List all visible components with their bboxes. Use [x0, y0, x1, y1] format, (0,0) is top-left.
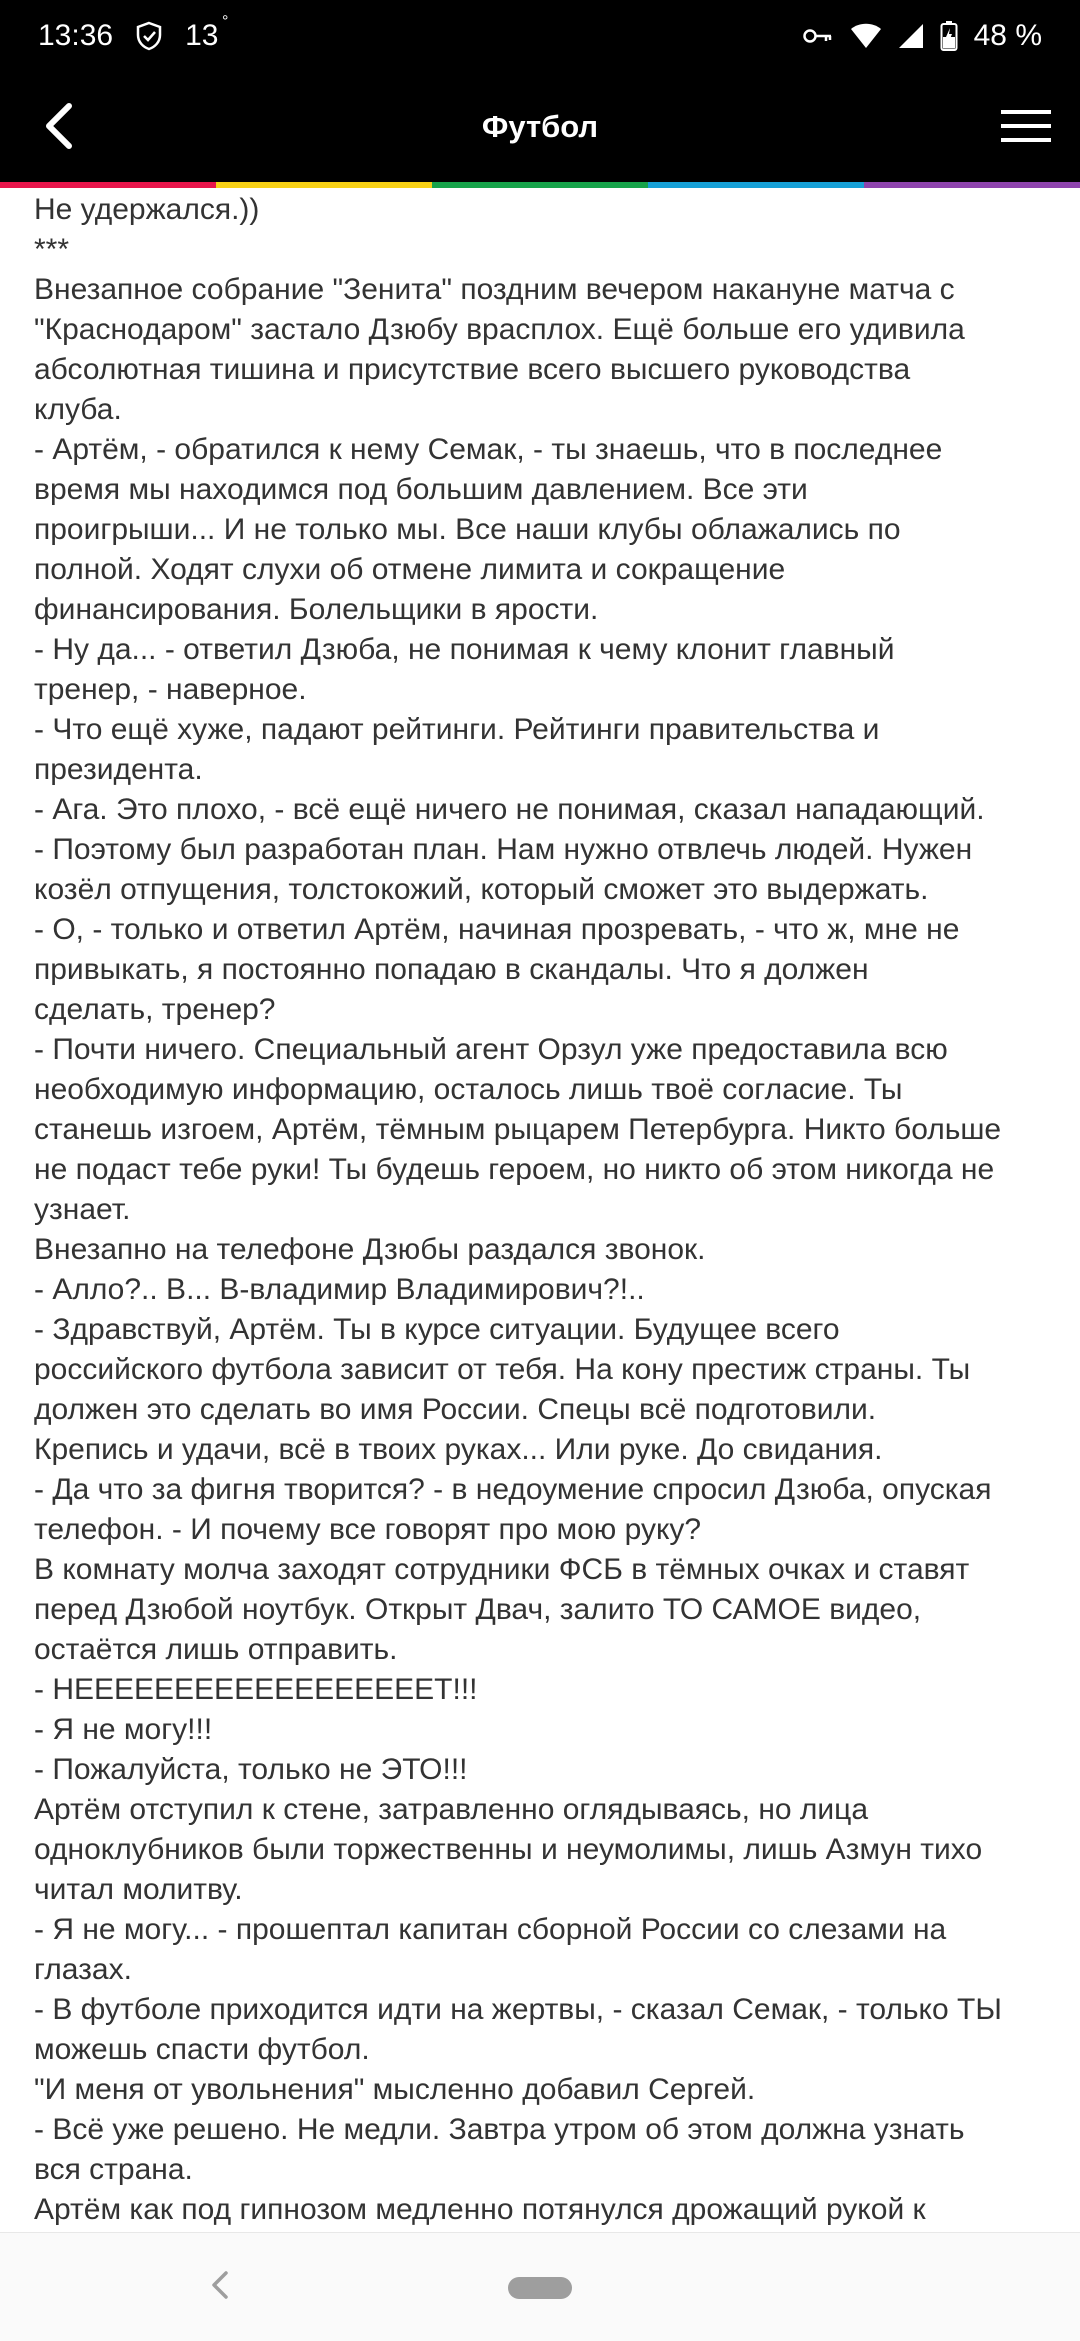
system-nav-bar [0, 2232, 1080, 2341]
article-line: - В футболе приходится идти на жертвы, - сказал Семак, - только ТЫ [34, 1993, 1002, 2026]
article-body [34, 190, 1054, 2230]
article-line: - О, - только и ответил Артём, начиная прозревать, - что ж, мне не [34, 913, 960, 946]
status-left [38, 0, 228, 72]
article-line: не подаст тебе руки! Ты будешь героем, но никто об этом никогда не [34, 1153, 995, 1186]
article-line: "И меня от увольнения" мысленно добавил Сергей. [34, 2073, 756, 2106]
article-line: Не удержался.)) [34, 193, 260, 226]
signal-icon [898, 23, 924, 49]
stripe-segment [216, 182, 432, 188]
article-line: - Ага. Это плохо, - всё ещё ничего не понимая, сказал нападающий. [34, 793, 985, 826]
article-line: - Я не могу!!! [34, 1713, 213, 1746]
shield-icon [135, 21, 163, 51]
article-line: *** [34, 233, 70, 266]
article-line: абсолютная тишина и присутствие всего высшего руководства [34, 353, 911, 386]
article-line: - Да что за фигня творится? - в недоумение спросил Дзюба, опуская [34, 1473, 992, 1506]
article-line: время мы находимся под большим давлением. Все эти [34, 473, 808, 506]
article-line: полной. Ходят слухи об отмене лимита и сокращение [34, 553, 786, 586]
menu-button[interactable] [994, 100, 1058, 156]
status-right [802, 0, 1042, 72]
stripe-segment [648, 182, 864, 188]
article-line: тренер, - наверное. [34, 673, 307, 706]
article-line: одноклубников были торжественны и неумолимы, лишь Азмун тихо [34, 1833, 983, 1866]
key-icon [802, 27, 834, 45]
article-line: - Всё уже решено. Не медли. Завтра утром об этом должна узнать [34, 2113, 965, 2146]
article-line: перед Дзюбой ноутбук. Открыт Двач, залито ТО САМОЕ видео, [34, 1593, 922, 1626]
article-line: остаётся лишь отправить. [34, 1633, 398, 1666]
article-line: вся страна. [34, 2153, 193, 2186]
article-line: - НЕЕЕЕЕЕЕЕЕЕЕЕЕЕЕЕЕЕТ!!! [34, 1673, 478, 1706]
article-line: Артём отступил к стене, затравленно оглядываясь, но лица [34, 1793, 869, 1826]
article-line: - Ну да... - ответил Дзюба, не понимая к чему клонит главный [34, 633, 895, 666]
article-line: Крепись и удачи, всё в твоих руках... Или руке. До свидания. [34, 1433, 883, 1466]
article-line: - Я не могу... - прошептал капитан сборной России со слезами на [34, 1913, 947, 1946]
color-stripe [0, 182, 1080, 188]
nav-back-icon [211, 2271, 229, 2304]
article-line: читал молитву. [34, 1873, 243, 1906]
battery-charging-icon [940, 21, 958, 51]
degree-sign: ° [222, 13, 229, 30]
article-line: глазах. [34, 1953, 132, 1986]
stripe-segment [432, 182, 648, 188]
hamburger-menu-icon [1001, 108, 1051, 149]
page-title: Футбол [481, 109, 599, 144]
article-line: привыкать, я постоянно попадаю в скандалы. Что я должен [34, 953, 869, 986]
article-line: станешь изгоем, Артём, тёмным рыцарем Петербурга. Никто больше [34, 1113, 1002, 1146]
battery-percent: 48 % [973, 19, 1042, 52]
article-line: узнает. [34, 1193, 131, 1226]
article-line: козёл отпущения, толстокожий, который сможет это выдержать. [34, 873, 929, 906]
article-line: российского футбола зависит от тебя. На кону престиж страны. Ты [34, 1353, 971, 1386]
article-line: президента. [34, 753, 203, 786]
stripe-segment [864, 182, 1080, 188]
article-line: Внезапно на телефоне Дзюбы раздался звонок. [34, 1233, 706, 1266]
article-line: сделать, тренер? [34, 993, 276, 1026]
article-line: Внезапное собрание "Зенита" поздним вечером накануне матча с [34, 273, 955, 306]
status-bar [0, 0, 1080, 72]
article-line: - Что ещё хуже, падают рейтинги. Рейтинги правительства и [34, 713, 880, 746]
article-line: финансирования. Болельщики в ярости. [34, 593, 599, 626]
article-line: - Здравствуй, Артём. Ты в курсе ситуации. Будущее всего [34, 1313, 840, 1346]
article-line: проигрыши... И не только мы. Все наши клубы облажались по [34, 513, 901, 546]
article-line: должен это сделать во имя России. Спецы всё подготовили. [34, 1393, 877, 1426]
temperature-value: 13 [185, 19, 219, 52]
article-line: необходимую информацию, осталось лишь твоё согласие. Ты [34, 1073, 903, 1106]
wifi-icon [850, 23, 882, 49]
article-line: - Алло?.. В... В-владимир Владимирович?!.. [34, 1273, 645, 1306]
stripe-segment [0, 182, 216, 188]
article-line: "Краснодаром" застало Дзюбу врасплох. Ещё больше его удивила [34, 313, 965, 346]
nav-back-button[interactable] [200, 2257, 240, 2317]
article-line: телефон. - И почему все говорят про мою руку? [34, 1513, 702, 1546]
back-button[interactable] [26, 96, 90, 160]
article-line: клуба. [34, 393, 122, 426]
home-pill-icon[interactable] [508, 2277, 572, 2299]
article-line: - Артём, - обратился к нему Семак, - ты знаешь, что в последнее [34, 433, 943, 466]
temperature [185, 13, 229, 53]
article-line: - Почти ничего. Специальный агент Орзул уже предоставила всю [34, 1033, 948, 1066]
app-bar [0, 72, 1080, 182]
article-line: В комнату молча заходят сотрудники ФСБ в тёмных очках и ставят [34, 1553, 970, 1586]
article-line: - Поэтому был разработан план. Нам нужно отвлечь людей. Нужен [34, 833, 973, 866]
back-arrow-icon [43, 103, 73, 154]
article-line: Артём как под гипнозом медленно потянулся дрожащий рукой к [34, 2193, 926, 2226]
article-line: - Пожалуйста, только не ЭТО!!! [34, 1753, 468, 1786]
article-line: можешь спасти футбол. [34, 2033, 370, 2066]
status-time: 13:36 [38, 19, 114, 52]
